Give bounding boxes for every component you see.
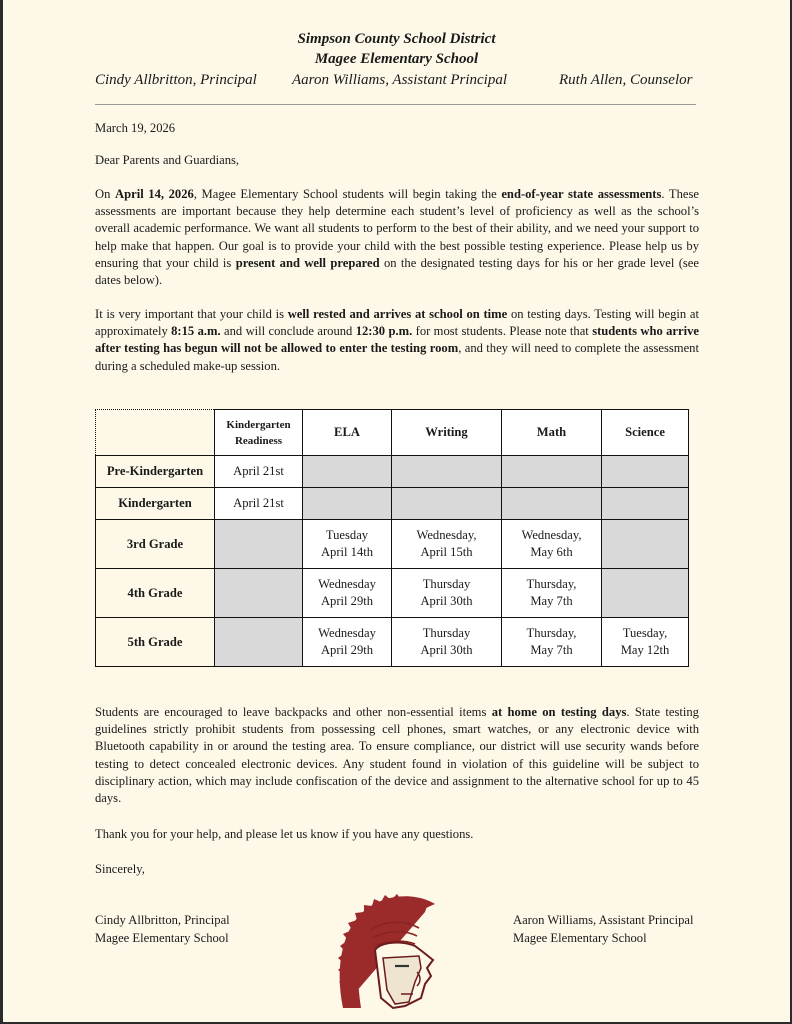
writing-date: Wednesday, April 15th bbox=[392, 520, 502, 569]
closing: Sincerely, bbox=[95, 862, 145, 876]
table-row bbox=[96, 456, 689, 488]
header-divider bbox=[95, 104, 696, 105]
letter-page bbox=[3, 0, 790, 1022]
header-science: Science bbox=[602, 410, 689, 456]
district-name: Simpson County School District bbox=[297, 31, 496, 47]
writing-date bbox=[392, 456, 502, 488]
signer-school: Magee Elementary School bbox=[513, 930, 647, 945]
header-writing: Writing bbox=[392, 410, 502, 456]
paragraph-intro: On April 14, 2026, Magee Elementary School students will begin taking the end-of-year state assessments. These assessments are important because they help determine each student’s level of proficiency as well as the school’s overall academic performance. We want all students to perform to the best of their ability, and we need your support to help make that happen. Our goal is to provide your child with the best possible testing experience. Please help us by ensuring that your child is present and well prepared on the designated testing days for his or her grade level (see dates below). bbox=[95, 187, 699, 288]
table-header-row bbox=[96, 410, 689, 456]
trojan-mascot-icon bbox=[335, 890, 445, 1018]
kr-date bbox=[215, 569, 303, 618]
header-kindergarten-readiness: Kindergarten Readiness bbox=[215, 410, 303, 456]
math-date bbox=[502, 488, 602, 520]
writing-date bbox=[392, 488, 502, 520]
table-row bbox=[96, 520, 689, 569]
header-math: Math bbox=[502, 410, 602, 456]
grade-label: 3rd Grade bbox=[96, 520, 215, 569]
math-date: Wednesday, May 6th bbox=[502, 520, 602, 569]
principal-name: Cindy Allbritton, Principal bbox=[95, 72, 257, 88]
kr-date: April 21st bbox=[215, 488, 303, 520]
table-row bbox=[96, 618, 689, 667]
kr-date: April 21st bbox=[215, 456, 303, 488]
science-date bbox=[602, 569, 689, 618]
table-row bbox=[96, 488, 689, 520]
grade-label: Kindergarten bbox=[96, 488, 215, 520]
writing-date: Thursday April 30th bbox=[392, 618, 502, 667]
table-row bbox=[96, 569, 689, 618]
letter-date: March 19, 2026 bbox=[95, 121, 176, 135]
table-corner-cell bbox=[96, 410, 215, 456]
kr-date bbox=[215, 520, 303, 569]
testing-schedule-table bbox=[95, 409, 689, 667]
science-date bbox=[602, 520, 689, 569]
signer-name: Aaron Williams, Assistant Principal bbox=[513, 913, 694, 927]
ela-date: Wednesday April 29th bbox=[303, 618, 392, 667]
signer-name: Cindy Allbritton, Principal bbox=[95, 913, 230, 927]
salutation: Dear Parents and Guardians, bbox=[95, 153, 240, 167]
writing-date: Thursday April 30th bbox=[392, 569, 502, 618]
kr-date bbox=[215, 618, 303, 667]
ela-date: Tuesday April 14th bbox=[303, 520, 392, 569]
math-date bbox=[502, 456, 602, 488]
math-date: Thursday, May 7th bbox=[502, 569, 602, 618]
school-name: Magee Elementary School bbox=[314, 51, 479, 67]
science-date bbox=[602, 488, 689, 520]
science-date bbox=[602, 456, 689, 488]
signer-school: Magee Elementary School bbox=[95, 930, 229, 945]
counselor-name: Ruth Allen, Counselor bbox=[559, 72, 693, 88]
grade-label: 4th Grade bbox=[96, 569, 215, 618]
ela-date bbox=[303, 488, 392, 520]
assistant-principal-name: Aaron Williams, Assistant Principal bbox=[292, 72, 508, 88]
math-date: Thursday, May 7th bbox=[502, 618, 602, 667]
ela-date bbox=[303, 456, 392, 488]
paragraph-attendance: It is very important that your child is well rested and arrives at school on time on testing days. Testing will begin at approximately 8:15 a.m. and will conclude around 12:30 p.m. for most students. Please note that students who arrive after testing has begun will not be allowed to enter the testing room, and they will need to complete the assessment during a scheduled make-up session. bbox=[95, 307, 699, 373]
signature-left bbox=[95, 912, 230, 947]
grade-label: Pre-Kindergarten bbox=[96, 456, 215, 488]
grade-label: 5th Grade bbox=[96, 618, 215, 667]
paragraph-devices: Students are encouraged to leave backpacks and other non-essential items at home on testing days. State testing guidelines strictly prohibit students from possessing cell phones, smart watches, or any electronic device with Bluetooth capability in or around the testing area. To ensure compliance, our district will use security wands before testing to detect concealed electronic devices. Any student found in violation of this guideline will be subject to disciplinary action, which may include confiscation of the device and assignment to the alternative school for up to 45 days. bbox=[95, 705, 699, 806]
signature-right bbox=[513, 912, 693, 947]
thanks-line: Thank you for your help, and please let us know if you have any questions. bbox=[95, 827, 474, 841]
ela-date: Wednesday April 29th bbox=[303, 569, 392, 618]
header-ela: ELA bbox=[303, 410, 392, 456]
science-date: Tuesday, May 12th bbox=[602, 618, 689, 667]
